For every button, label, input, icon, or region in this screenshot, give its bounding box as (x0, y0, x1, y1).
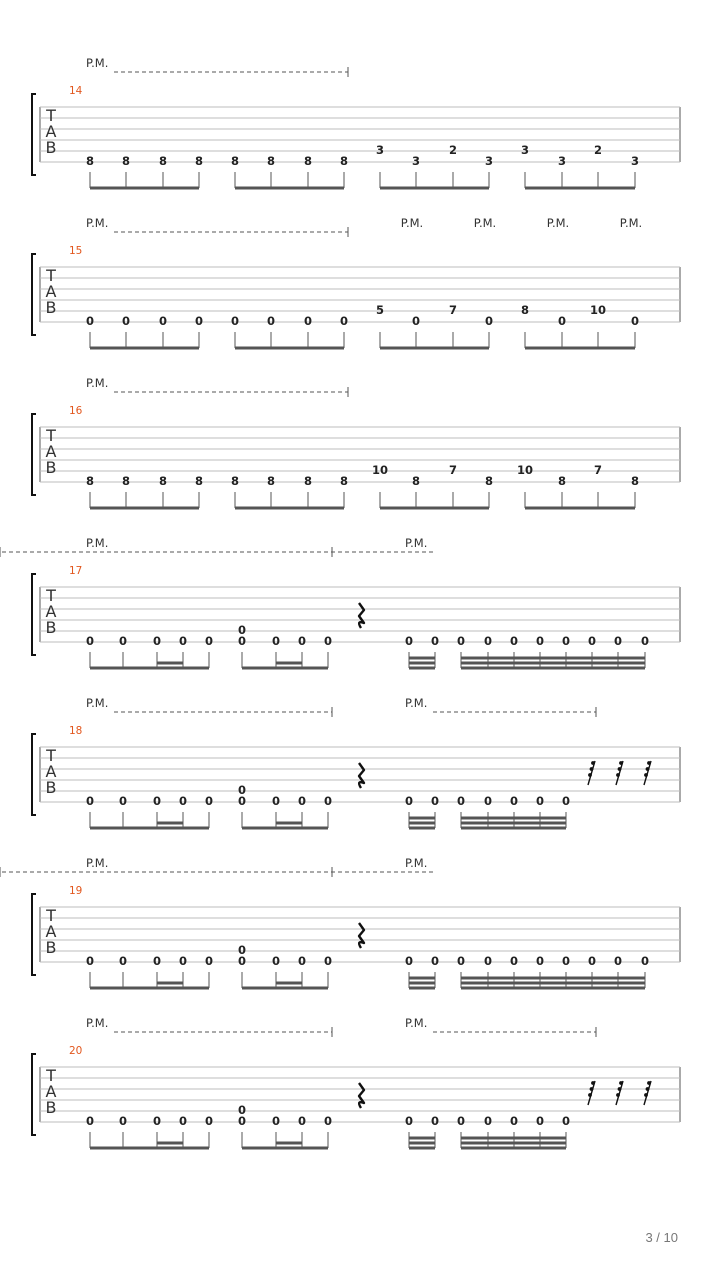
fret-number: 8 (121, 474, 131, 488)
fret-number: 0 (613, 634, 623, 648)
fret-number: 0 (404, 954, 414, 968)
palm-mute-label: P.M. (473, 216, 497, 230)
quarter-rest (359, 603, 364, 628)
fret-number: 0 (118, 634, 128, 648)
system-bracket (32, 254, 36, 335)
fret-number: 0 (323, 634, 333, 648)
rest-flag-dot (647, 761, 651, 765)
fret-number: 0 (561, 1114, 571, 1128)
fret-number: 0 (535, 954, 545, 968)
fret-number: 0 (587, 954, 597, 968)
thirty-second-rest (588, 761, 595, 785)
fret-number: 0 (152, 634, 162, 648)
fret-number: 0 (456, 954, 466, 968)
fret-number: 0 (297, 634, 307, 648)
tab-clef-letter: A (45, 122, 57, 141)
fret-number: 0 (204, 1114, 214, 1128)
fret-number: 0 (237, 783, 247, 797)
fret-number: 8 (339, 154, 349, 168)
fret-number: 2 (593, 143, 603, 157)
fret-number: 8 (158, 474, 168, 488)
fret-number: 0 (297, 794, 307, 808)
rest-flag-dot (588, 773, 592, 777)
fret-number: 10 (371, 463, 389, 477)
fret-number: 0 (237, 794, 247, 808)
fret-number: 0 (204, 634, 214, 648)
fret-number: 8 (339, 474, 349, 488)
fret-number: 8 (630, 474, 640, 488)
thirty-second-rest (616, 761, 623, 785)
fret-number: 0 (404, 634, 414, 648)
tab-clef-letter: B (45, 778, 57, 797)
fret-number: 0 (271, 1114, 281, 1128)
rest-flag-dot (619, 1081, 623, 1085)
fret-number: 3 (375, 143, 385, 157)
system-bracket (32, 1054, 36, 1135)
fret-number: 0 (237, 943, 247, 957)
fret-number: 0 (85, 1114, 95, 1128)
palm-mute-label: P.M. (546, 216, 570, 230)
rest-flag-dot (616, 773, 620, 777)
fret-number: 10 (516, 463, 534, 477)
measure-number: 19 (69, 885, 83, 897)
fret-number: 0 (204, 954, 214, 968)
fret-number: 0 (404, 1114, 414, 1128)
tab-clef-letter: B (45, 138, 57, 157)
fret-number: 0 (561, 954, 571, 968)
rest-flag-dot (619, 761, 623, 765)
fret-number: 0 (483, 1114, 493, 1128)
fret-number: 0 (323, 1114, 333, 1128)
system-bracket (32, 734, 36, 815)
palm-mute-label: P.M. (400, 216, 424, 230)
palm-mute-label: P.M. (405, 1016, 428, 1030)
rest-flag-dot (646, 1087, 650, 1091)
system-bracket (32, 94, 36, 175)
rest-flag-dot (618, 767, 622, 771)
fret-number: 0 (535, 794, 545, 808)
fret-number: 0 (430, 1114, 440, 1128)
fret-number: 0 (411, 314, 421, 328)
tab-clef-letter: B (45, 1098, 57, 1117)
fret-number: 0 (323, 794, 333, 808)
fret-number: 0 (237, 623, 247, 637)
fret-number: 0 (456, 634, 466, 648)
fret-number: 0 (271, 794, 281, 808)
measure-number: 20 (69, 1045, 83, 1057)
fret-number: 2 (448, 143, 458, 157)
palm-mute-label: P.M. (86, 216, 109, 230)
rest-flag-dot (591, 1081, 595, 1085)
fret-number: 0 (339, 314, 349, 328)
tab-clef-letter: T (46, 586, 56, 605)
tab-clef-letter: T (46, 746, 56, 765)
tab-system-14 (32, 56, 680, 188)
thirty-second-rest (588, 1081, 595, 1105)
fret-number: 8 (194, 154, 204, 168)
page-number: 3 / 10 (645, 1230, 678, 1245)
rest-flag-dot (646, 767, 650, 771)
fret-number: 0 (237, 634, 247, 648)
fret-number: 0 (297, 1114, 307, 1128)
tab-clef-letter: A (45, 602, 57, 621)
fret-number: 0 (204, 794, 214, 808)
measure-number: 16 (69, 405, 83, 417)
fret-number: 8 (484, 474, 494, 488)
tab-clef-letter: T (46, 1066, 56, 1085)
measure-number: 15 (69, 245, 83, 257)
fret-number: 0 (266, 314, 276, 328)
tab-clef-letter: B (45, 458, 57, 477)
fret-number: 0 (152, 1114, 162, 1128)
fret-number: 0 (178, 794, 188, 808)
palm-mute-label: P.M. (405, 856, 428, 870)
fret-number: 0 (509, 1114, 519, 1128)
fret-number: 7 (593, 463, 603, 477)
fret-number: 0 (535, 634, 545, 648)
tab-system-19 (0, 856, 680, 988)
palm-mute-label: P.M. (405, 536, 428, 550)
tab-clef-letter: A (45, 922, 57, 941)
fret-number: 3 (484, 154, 494, 168)
fret-number: 0 (613, 954, 623, 968)
fret-number: 8 (85, 154, 95, 168)
fret-number: 0 (118, 1114, 128, 1128)
measure-number: 14 (69, 85, 83, 97)
fret-number: 0 (509, 634, 519, 648)
fret-number: 0 (483, 634, 493, 648)
fret-number: 8 (303, 474, 313, 488)
tab-clef-letter: A (45, 282, 57, 301)
fret-number: 0 (587, 634, 597, 648)
fret-number: 0 (237, 954, 247, 968)
fret-number: 8 (230, 474, 240, 488)
rest-flag-dot (590, 1087, 594, 1091)
fret-number: 5 (375, 303, 385, 317)
fret-number: 8 (266, 154, 276, 168)
thirty-second-rest (644, 761, 651, 785)
fret-number: 0 (297, 954, 307, 968)
fret-number: 0 (535, 1114, 545, 1128)
tab-clef-letter: B (45, 938, 57, 957)
tab-system-20 (32, 1016, 680, 1148)
fret-number: 0 (303, 314, 313, 328)
fret-number: 10 (589, 303, 607, 317)
fret-number: 8 (266, 474, 276, 488)
system-bracket (32, 414, 36, 495)
tab-clef-letter: A (45, 762, 57, 781)
fret-number: 0 (483, 954, 493, 968)
rest-flag-dot (618, 1087, 622, 1091)
rest-flag-dot (591, 761, 595, 765)
measure-number: 17 (69, 565, 83, 577)
fret-number: 0 (194, 314, 204, 328)
fret-number: 0 (237, 1103, 247, 1117)
tab-system-17 (0, 536, 680, 668)
palm-mute-label: P.M. (86, 376, 109, 390)
fret-number: 0 (178, 1114, 188, 1128)
fret-number: 8 (520, 303, 530, 317)
palm-mute-label: P.M. (619, 216, 643, 230)
fret-number: 0 (483, 794, 493, 808)
tab-system-15 (32, 216, 680, 348)
rest-flag-dot (588, 1093, 592, 1097)
fret-number: 0 (557, 314, 567, 328)
fret-number: 0 (121, 314, 131, 328)
fret-number: 0 (85, 954, 95, 968)
fret-number: 8 (557, 474, 567, 488)
fret-number: 8 (158, 154, 168, 168)
fret-number: 0 (85, 634, 95, 648)
fret-number: 8 (121, 154, 131, 168)
fret-number: 0 (484, 314, 494, 328)
fret-number: 0 (630, 314, 640, 328)
fret-number: 8 (194, 474, 204, 488)
fret-number: 0 (178, 954, 188, 968)
fret-number: 0 (430, 634, 440, 648)
fret-number: 0 (85, 314, 95, 328)
fret-number: 0 (430, 954, 440, 968)
fret-number: 0 (158, 314, 168, 328)
quarter-rest (359, 923, 364, 948)
fret-number: 0 (456, 1114, 466, 1128)
fret-number: 0 (561, 794, 571, 808)
fret-number: 0 (456, 794, 466, 808)
fret-number: 0 (509, 794, 519, 808)
fret-number: 3 (411, 154, 421, 168)
palm-mute-label: P.M. (86, 696, 109, 710)
palm-mute-label: P.M. (405, 696, 428, 710)
thirty-second-rest (644, 1081, 651, 1105)
fret-number: 0 (118, 954, 128, 968)
tab-clef-letter: T (46, 906, 56, 925)
tab-clef-letter: B (45, 298, 57, 317)
tab-clef-letter: T (46, 266, 56, 285)
system-bracket (32, 574, 36, 655)
palm-mute-label: P.M. (86, 536, 109, 550)
fret-number: 0 (178, 634, 188, 648)
fret-number: 7 (448, 303, 458, 317)
tab-system-18 (32, 696, 680, 828)
fret-number: 0 (152, 954, 162, 968)
tab-clef-letter: A (45, 1082, 57, 1101)
fret-number: 8 (303, 154, 313, 168)
system-bracket (32, 894, 36, 975)
rest-flag-dot (647, 1081, 651, 1085)
tab-clef-letter: T (46, 106, 56, 125)
fret-number: 0 (85, 794, 95, 808)
fret-number: 0 (237, 1114, 247, 1128)
fret-number: 0 (430, 794, 440, 808)
rest-flag-dot (644, 773, 648, 777)
fret-number: 0 (152, 794, 162, 808)
palm-mute-label: P.M. (86, 56, 109, 70)
measure-number: 18 (69, 725, 83, 737)
palm-mute-label: P.M. (86, 1016, 109, 1030)
tab-clef-letter: B (45, 618, 57, 637)
fret-number: 0 (271, 954, 281, 968)
fret-number: 0 (640, 954, 650, 968)
fret-number: 0 (404, 794, 414, 808)
fret-number: 3 (557, 154, 567, 168)
thirty-second-rest (616, 1081, 623, 1105)
rest-flag-dot (590, 767, 594, 771)
fret-number: 0 (509, 954, 519, 968)
tab-system-16 (32, 376, 680, 508)
rest-flag-dot (616, 1093, 620, 1097)
fret-number: 0 (323, 954, 333, 968)
palm-mute-label: P.M. (86, 856, 109, 870)
fret-number: 3 (520, 143, 530, 157)
fret-number: 0 (230, 314, 240, 328)
rest-flag-dot (644, 1093, 648, 1097)
fret-number: 0 (561, 634, 571, 648)
fret-number: 7 (448, 463, 458, 477)
quarter-rest (359, 763, 364, 788)
fret-number: 8 (411, 474, 421, 488)
fret-number: 0 (640, 634, 650, 648)
tab-clef-letter: A (45, 442, 57, 461)
fret-number: 3 (630, 154, 640, 168)
fret-number: 0 (118, 794, 128, 808)
fret-number: 0 (271, 634, 281, 648)
fret-number: 8 (85, 474, 95, 488)
quarter-rest (359, 1083, 364, 1108)
fret-number: 8 (230, 154, 240, 168)
tab-clef-letter: T (46, 426, 56, 445)
